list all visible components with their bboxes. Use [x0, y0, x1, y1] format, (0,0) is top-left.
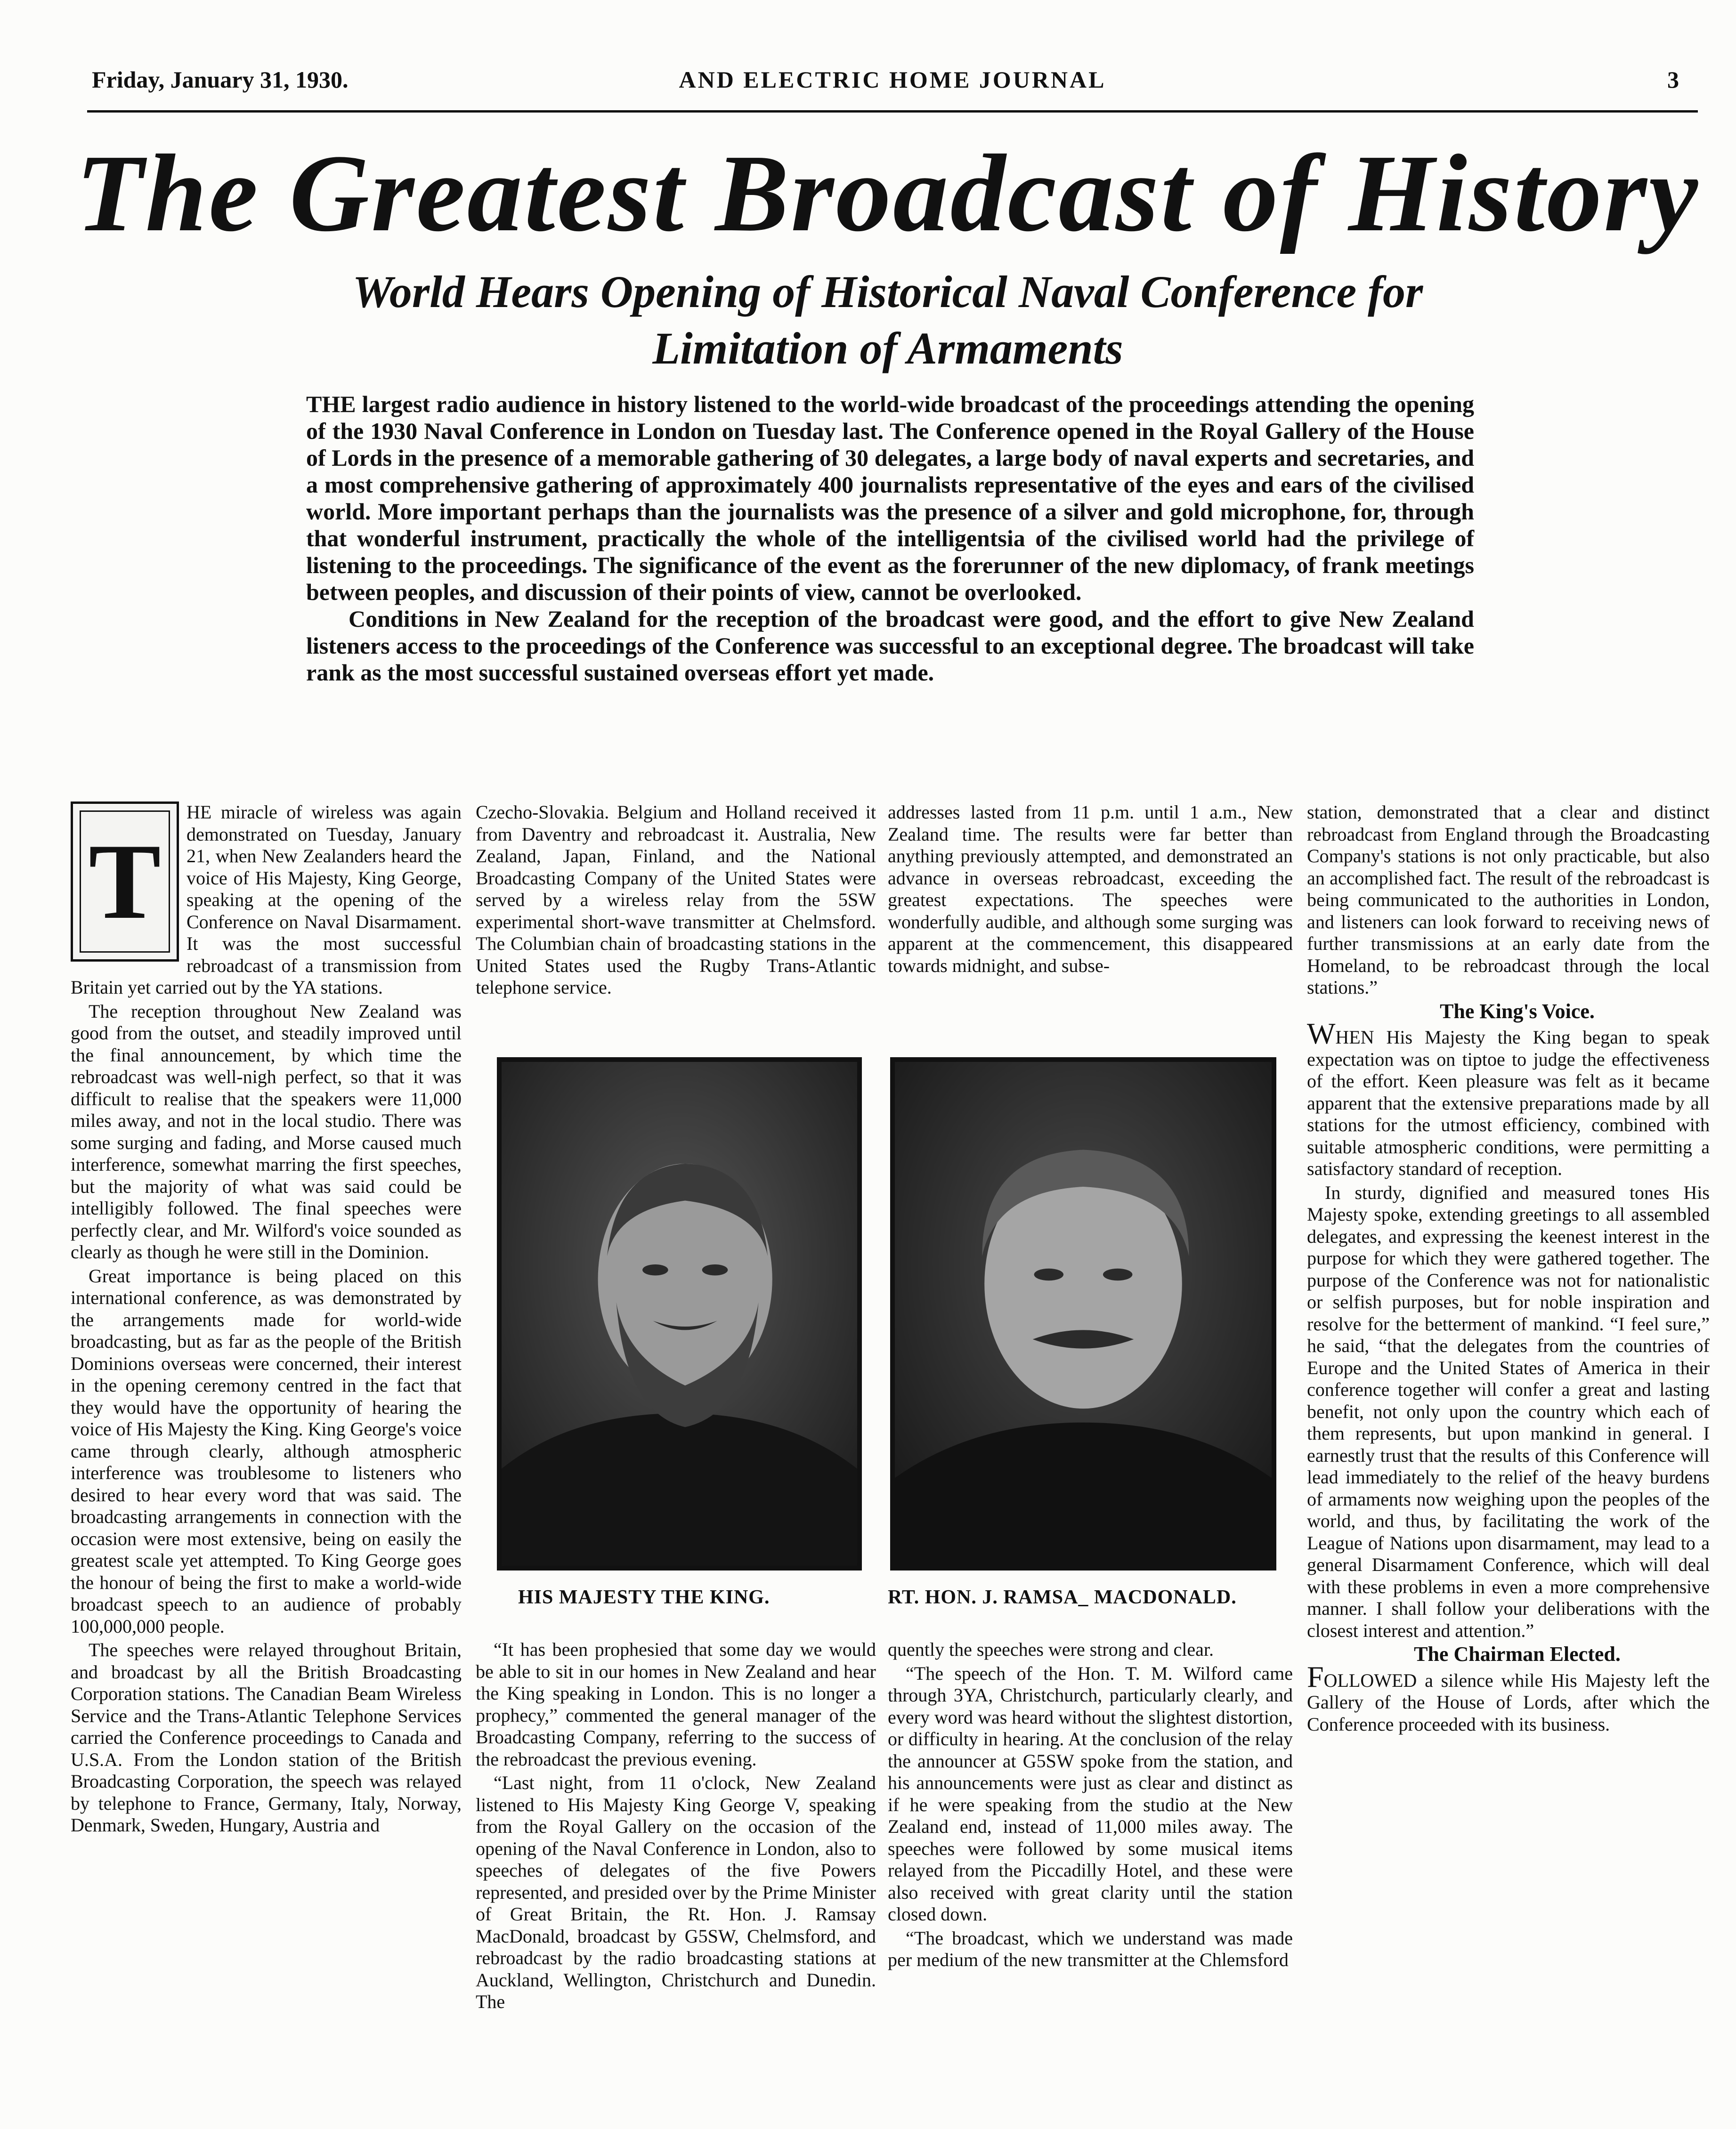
subhead-chairman-elected: The Chairman Elected. [1414, 1643, 1621, 1666]
portrait-macdonald-photo [890, 1057, 1276, 1570]
lede-paragraph: THE largest radio audience in history listened to the world-wide broadcast of the proceedings attending the opening of the 1930 Naval Conference in London on Tuesday last. The Conference opened in the Royal Gallery of the House of Lords in the presence of a memorable gathering of 30 delegates, a large body of naval experts and secretaries, and a most comprehensive gathering of approximately 400 journalists representative of the eyes and ears of the civilised world. More important perhaps than the journalists was the presence of a silver and gold microphone, for, through that wonderful instrument, practically the whole of the intelligentsia of the civilised world had the privilege of listening to the proceedings. The significance of the event as the forerunner of the new diplomacy, of frank meetings between peoples, and discussion of their points of view, cannot be overlooked. [306, 391, 1474, 605]
body-paragraph: quently the speeches were strong and clear. [888, 1639, 1214, 1660]
body-paragraph: addresses lasted from 11 p.m. until 1 a.m., New Zealand time. The results were far better than anything previously attempted, and demonstrated an advance in overseas rebroadcast, exceeding the greatest expectations. The speeches were wonderfully audible, and although some surging was apparent at the commencement, this disappeared towards midnight, and subse- [888, 801, 1293, 976]
body-paragraph: The speeches were relayed throughout Britain, and broadcast by all the British Broadcasting Corporation stations. The Canadian Beam Wireless Service and the Trans-Atlantic Telephone Services carried the Conference proceedings to Canada and U.S.A. From the London station of the British Broadcasting Corporation, the speech was relayed by telephone to France, Germany, Italy, Norway, Denmark, Sweden, Hungary, Austria and [71, 1639, 462, 1836]
portrait-king-photo [497, 1057, 862, 1570]
body-paragraph: “The broadcast, which we understand was made per medium of the new transmitter at the Chlemsford [888, 1927, 1293, 1970]
page-header [87, 66, 1698, 99]
publication-name: AND ELECTRIC HOME JOURNAL [679, 66, 1106, 93]
body-paragraph: “It has been prophesied that some day we would be able to sit in our homes in New Zealand and hear the King speaking in London. This is no longer a prophecy,” commented the general manager of the Broadcasting Company, referring to the success of the rebroadcast the previous evening. [476, 1639, 876, 1770]
subtitle-line-1: World Hears Opening of Historical Naval Conference for [352, 267, 1423, 317]
paragraph-text: OLLOWED a silence while His Majesty left the Gallery of the House of Lords, after which the Conference proceeded with its business. [1307, 1669, 1710, 1735]
article-subtitle [188, 264, 1587, 377]
body-paragraph: “Last night, from 11 o'clock, New Zealand listened to His Majesty King George V, speaking from the Royal Gallery on the occasion of the opening of the Naval Conference in London, also to speeches of delegates of the five Powers represented, and presided over by the Prime Minister of Great Britain, the Rt. Hon. J. Ramsay MacDonald, broadcast by G5SW, Chelmsford, and rebroadcast by the radio broadcasting stations at Auckland, Wellington, Christchurch and Dunedin. The [476, 1772, 876, 2012]
ornamental-dropcap [71, 801, 179, 962]
paragraph-text: HEN His Majesty the King began to speak expectation was on tiptoe to judge the effectiveness of the effort. Keen pleasure was felt as it became apparent that the extensive preparations made by all stations for the utmost efficiency, combined with suitable atmospheric conditions, were permitting a satisfactory standard of reception. [1307, 1027, 1710, 1179]
caption-king: HIS MAJESTY THE KING. [518, 1587, 770, 1608]
issue-date: Friday, January 31, 1930. [92, 66, 349, 93]
body-paragraph [1307, 1659, 1710, 1736]
body-paragraph [1307, 1017, 1710, 1180]
column-3-bottom [888, 1639, 1293, 1973]
caption-macdonald: RT. HON. J. RAMSA_ MACDONALD. [888, 1587, 1237, 1608]
body-paragraph: station, demonstrated that a clear and distinct rebroadcast from England through the Broadcasting Company's stations is not only practicable, but also an accomplished fact. The result of the rebroadcast is being communicated to the authorities in London, and listeners can look forward to receiving news of further transmissions at an early date from the Homeland, to be rebroadcast through the local stations.” [1307, 801, 1710, 998]
initial-cap: F [1307, 1659, 1324, 1693]
column-3-top [888, 801, 1293, 979]
subhead-kings-voice: The King's Voice. [1440, 999, 1595, 1023]
column-4 [1307, 801, 1710, 1737]
body-paragraph: “The speech of the Hon. T. M. Wilford came through 3YA, Christchurch, particularly clearly, and every word was heard without the slightest distortion, or difficulty in hearing. At the conclusion of the relay the announcer at G5SW spoke from the station, and his announcements were just as clear and distinct as if he were speaking from the studio at the New Zealand end, instead of 11,000 miles away. The speeches were followed by some musical items relayed from the Piccadilly Hotel, and these were also received with great clarity until the station closed down. [888, 1662, 1293, 1925]
body-paragraph: Great importance is being placed on this international conference, as was demonstrated by the arrangements made for world-wide broadcasting, but as far as the people of the British Dominions overseas were concerned, their interest in the opening ceremony centred in the fact that they would have the opportunity of hearing the voice of His Majesty the King. King George's voice came through clearly, although atmospheric interference was troublesome to listeners who desired to hear every word that was said. The broadcasting arrangements in connection with the occasion were most extensive, being on easily the greatest scale yet attempted. To King George goes the honour of being the first to make a world-wide broadcast speech to an audience of probably 100,000,000 people. [71, 1265, 462, 1637]
column-2-top [476, 801, 876, 1001]
article-lede [306, 391, 1474, 686]
body-paragraph: In sturdy, dignified and measured tones His Majesty spoke, extending greetings to all assembled delegates, and expressing the keenest interest in the purpose for which they were gathered together. The purpose of the Conference was not for nationalistic or selfish purposes, but for noble inspiration and resolve for the betterment of mankind. “I feel sure,” he said, “that the delegates from the countries of Europe and the United States of America in their conference together will confer a great and lasting benefit, not only upon the country which each of them represents, but upon mankind in general. I earnestly trust that the results of this Conference will lead immediately to the relief of the heavy burdens of armaments now weighing upon the peoples of the world, and thus, by facilitating the work of the League of Nations upon disarmament, may lead to a general Disarmament Conference, which will deal with these problems in even a more comprehensive manner. I shall follow your deliberations with the closest interest and attention.” [1307, 1182, 1710, 1641]
dropcap-letter: T [80, 810, 170, 953]
body-paragraph: Czecho-Slovakia. Belgium and Holland received it from Daventry and rebroadcast it. Australia, New Zealand, Japan, Finland, and the National Broadcasting Company of the United States were served by a wireless relay from the 5SW experimental short-wave transmitter at Chelmsford. The Columbian chain of broadcasting stations in the United States used the Rugby Trans-Atlantic telephone service. [476, 801, 876, 998]
header-rule [87, 110, 1698, 113]
column-1 [71, 801, 462, 1838]
body-paragraph: The reception throughout New Zealand was good from the outset, and steadily improved until the final announcement, by which time the rebroadcast was well-nigh perfect, so that it was difficult to realise that the speakers were 11,000 miles away, and not in the local studio. There was some surging and fading, and Morse caused much interference, somewhat marring the first speeches, but the majority of what was said could be intelligibly followed. The final speeches were perfectly clear, and Mr. Wilford's voice sounded as clearly as though he were still in the Dominion. [71, 1000, 462, 1263]
article-title: The Greatest Broadcast of History [76, 132, 1700, 254]
column-2-bottom [476, 1639, 876, 2015]
subtitle-line-2: Limitation of Armaments [652, 323, 1123, 373]
initial-cap: W [1307, 1017, 1336, 1050]
lede-paragraph: Conditions in New Zealand for the reception of the broadcast were good, and the effort to give New Zealand listeners access to the proceedings of the Conference was successful to an exceptional degree. The broadcast will take rank as the most successful sustained overseas effort yet made. [306, 606, 1474, 686]
page-number: 3 [1667, 66, 1679, 93]
body-paragraph: HE miracle of wireless was again demonstrated on Tuesday, January 21, when New Zealanders heard the voice of His Majesty, King George, speaking at the opening of the Conference on Naval Disarmament. It was the most successful rebroadcast of a transmission from Britain yet carried out by the YA stations. [71, 801, 462, 998]
